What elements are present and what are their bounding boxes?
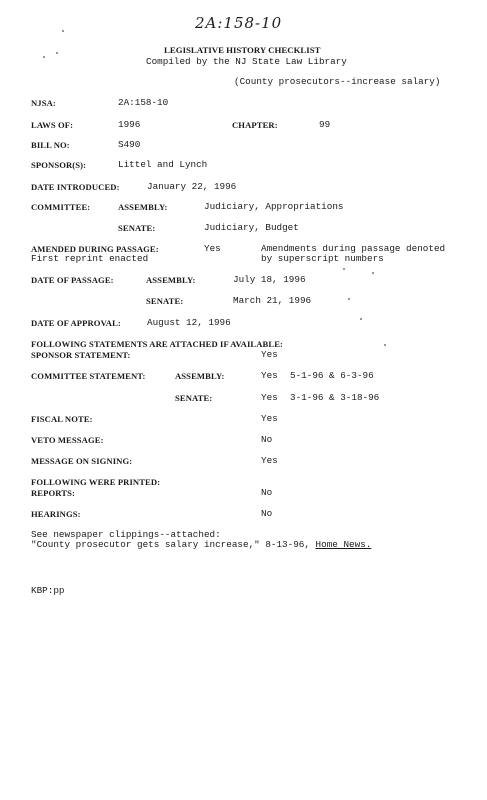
chapter-label: CHAPTER:	[232, 120, 278, 130]
amended-value: Yes	[204, 243, 221, 254]
sponsor-label: SPONSOR(S):	[31, 160, 87, 170]
veto-label: VETO MESSAGE:	[31, 435, 104, 445]
reports-label: REPORTS:	[31, 488, 75, 498]
attached-committee-assembly-value: Yes	[261, 370, 278, 381]
scan-speck	[56, 52, 58, 54]
passage-assembly-label: ASSEMBLY:	[146, 275, 196, 285]
laws-label: LAWS OF:	[31, 120, 74, 130]
clippings-line-1: See newspaper clippings--attached:	[31, 529, 221, 540]
approval-label: DATE OF APPROVAL:	[31, 318, 121, 328]
introduced-label: DATE INTRODUCED:	[31, 182, 120, 192]
scan-speck	[348, 298, 350, 300]
passage-senate-label: SENATE:	[146, 296, 184, 306]
footer-initials: KBP:pp	[31, 585, 65, 596]
amended-sub: First reprint enacted	[31, 253, 149, 264]
committee-assembly-value: Judiciary, Appropriations	[204, 201, 344, 212]
attached-committee-senate-value: Yes	[261, 392, 278, 403]
clippings-line-2	[31, 539, 371, 550]
attached-heading: FOLLOWING STATEMENTS ARE ATTACHED IF AVAILABLE:	[31, 339, 283, 349]
committee-senate-label: SENATE:	[118, 223, 156, 233]
scan-speck	[343, 268, 345, 270]
bill-label: BILL NO:	[31, 140, 70, 150]
hearings-value: No	[261, 508, 273, 519]
laws-value: 1996	[118, 119, 141, 130]
sponsor-value: Littel and Lynch	[118, 159, 208, 170]
scan-speck	[372, 272, 374, 274]
bill-value: S490	[118, 139, 141, 150]
passage-label: DATE OF PASSAGE:	[31, 275, 114, 285]
chapter-value: 99	[319, 119, 331, 130]
approval-value: August 12, 1996	[147, 317, 231, 328]
scan-speck	[384, 344, 386, 346]
njsa-label: NJSA:	[31, 98, 56, 108]
attached-sponsor-value: Yes	[261, 349, 278, 360]
hearings-label: HEARINGS:	[31, 509, 81, 519]
signing-value: Yes	[261, 455, 278, 466]
attached-committee-assembly-dates: 5-1-96 & 6-3-96	[290, 370, 374, 381]
page-title: LEGISLATIVE HISTORY CHECKLIST	[164, 45, 321, 55]
printed-heading: FOLLOWING WERE PRINTED:	[31, 477, 161, 487]
amended-note-1: Amendments during passage denoted	[261, 243, 446, 254]
scan-speck	[360, 318, 362, 320]
attached-committee-label: COMMITTEE STATEMENT:	[31, 371, 146, 381]
fiscal-label: FISCAL NOTE:	[31, 414, 93, 424]
committee-assembly-label: ASSEMBLY:	[118, 202, 168, 212]
fiscal-value: Yes	[261, 413, 278, 424]
committee-label: COMMITTEE:	[31, 202, 91, 212]
amended-label: AMENDED DURING PASSAGE:	[31, 244, 159, 254]
attached-committee-assembly-label: ASSEMBLY:	[175, 371, 225, 381]
attached-committee-senate-dates: 3-1-96 & 3-18-96	[290, 392, 380, 403]
introduced-value: January 22, 1996	[147, 181, 237, 192]
clippings-headline: "County prosecutor gets salary increase," 8-13-96,	[31, 539, 310, 550]
committee-senate-value: Judiciary, Budget	[204, 222, 299, 233]
passage-assembly-value: July 18, 1996	[233, 274, 306, 285]
subject-line: (County prosecutors--increase salary)	[234, 76, 441, 87]
njsa-value: 2A:158-10	[118, 97, 169, 108]
clippings-source: Home News.	[315, 539, 372, 550]
signing-label: MESSAGE ON SIGNING:	[31, 456, 133, 466]
page-subtitle: Compiled by the NJ State Law Library	[146, 56, 347, 67]
passage-senate-value: March 21, 1996	[233, 295, 312, 306]
reports-value: No	[261, 487, 273, 498]
attached-committee-senate-label: SENATE:	[175, 393, 213, 403]
veto-value: No	[261, 434, 273, 445]
handwritten-ref: 2A:158-10	[195, 14, 283, 32]
attached-sponsor-label: SPONSOR STATEMENT:	[31, 350, 131, 360]
scan-speck	[43, 56, 45, 58]
amended-note-2: by superscript numbers	[261, 253, 384, 264]
scan-speck	[62, 30, 64, 32]
